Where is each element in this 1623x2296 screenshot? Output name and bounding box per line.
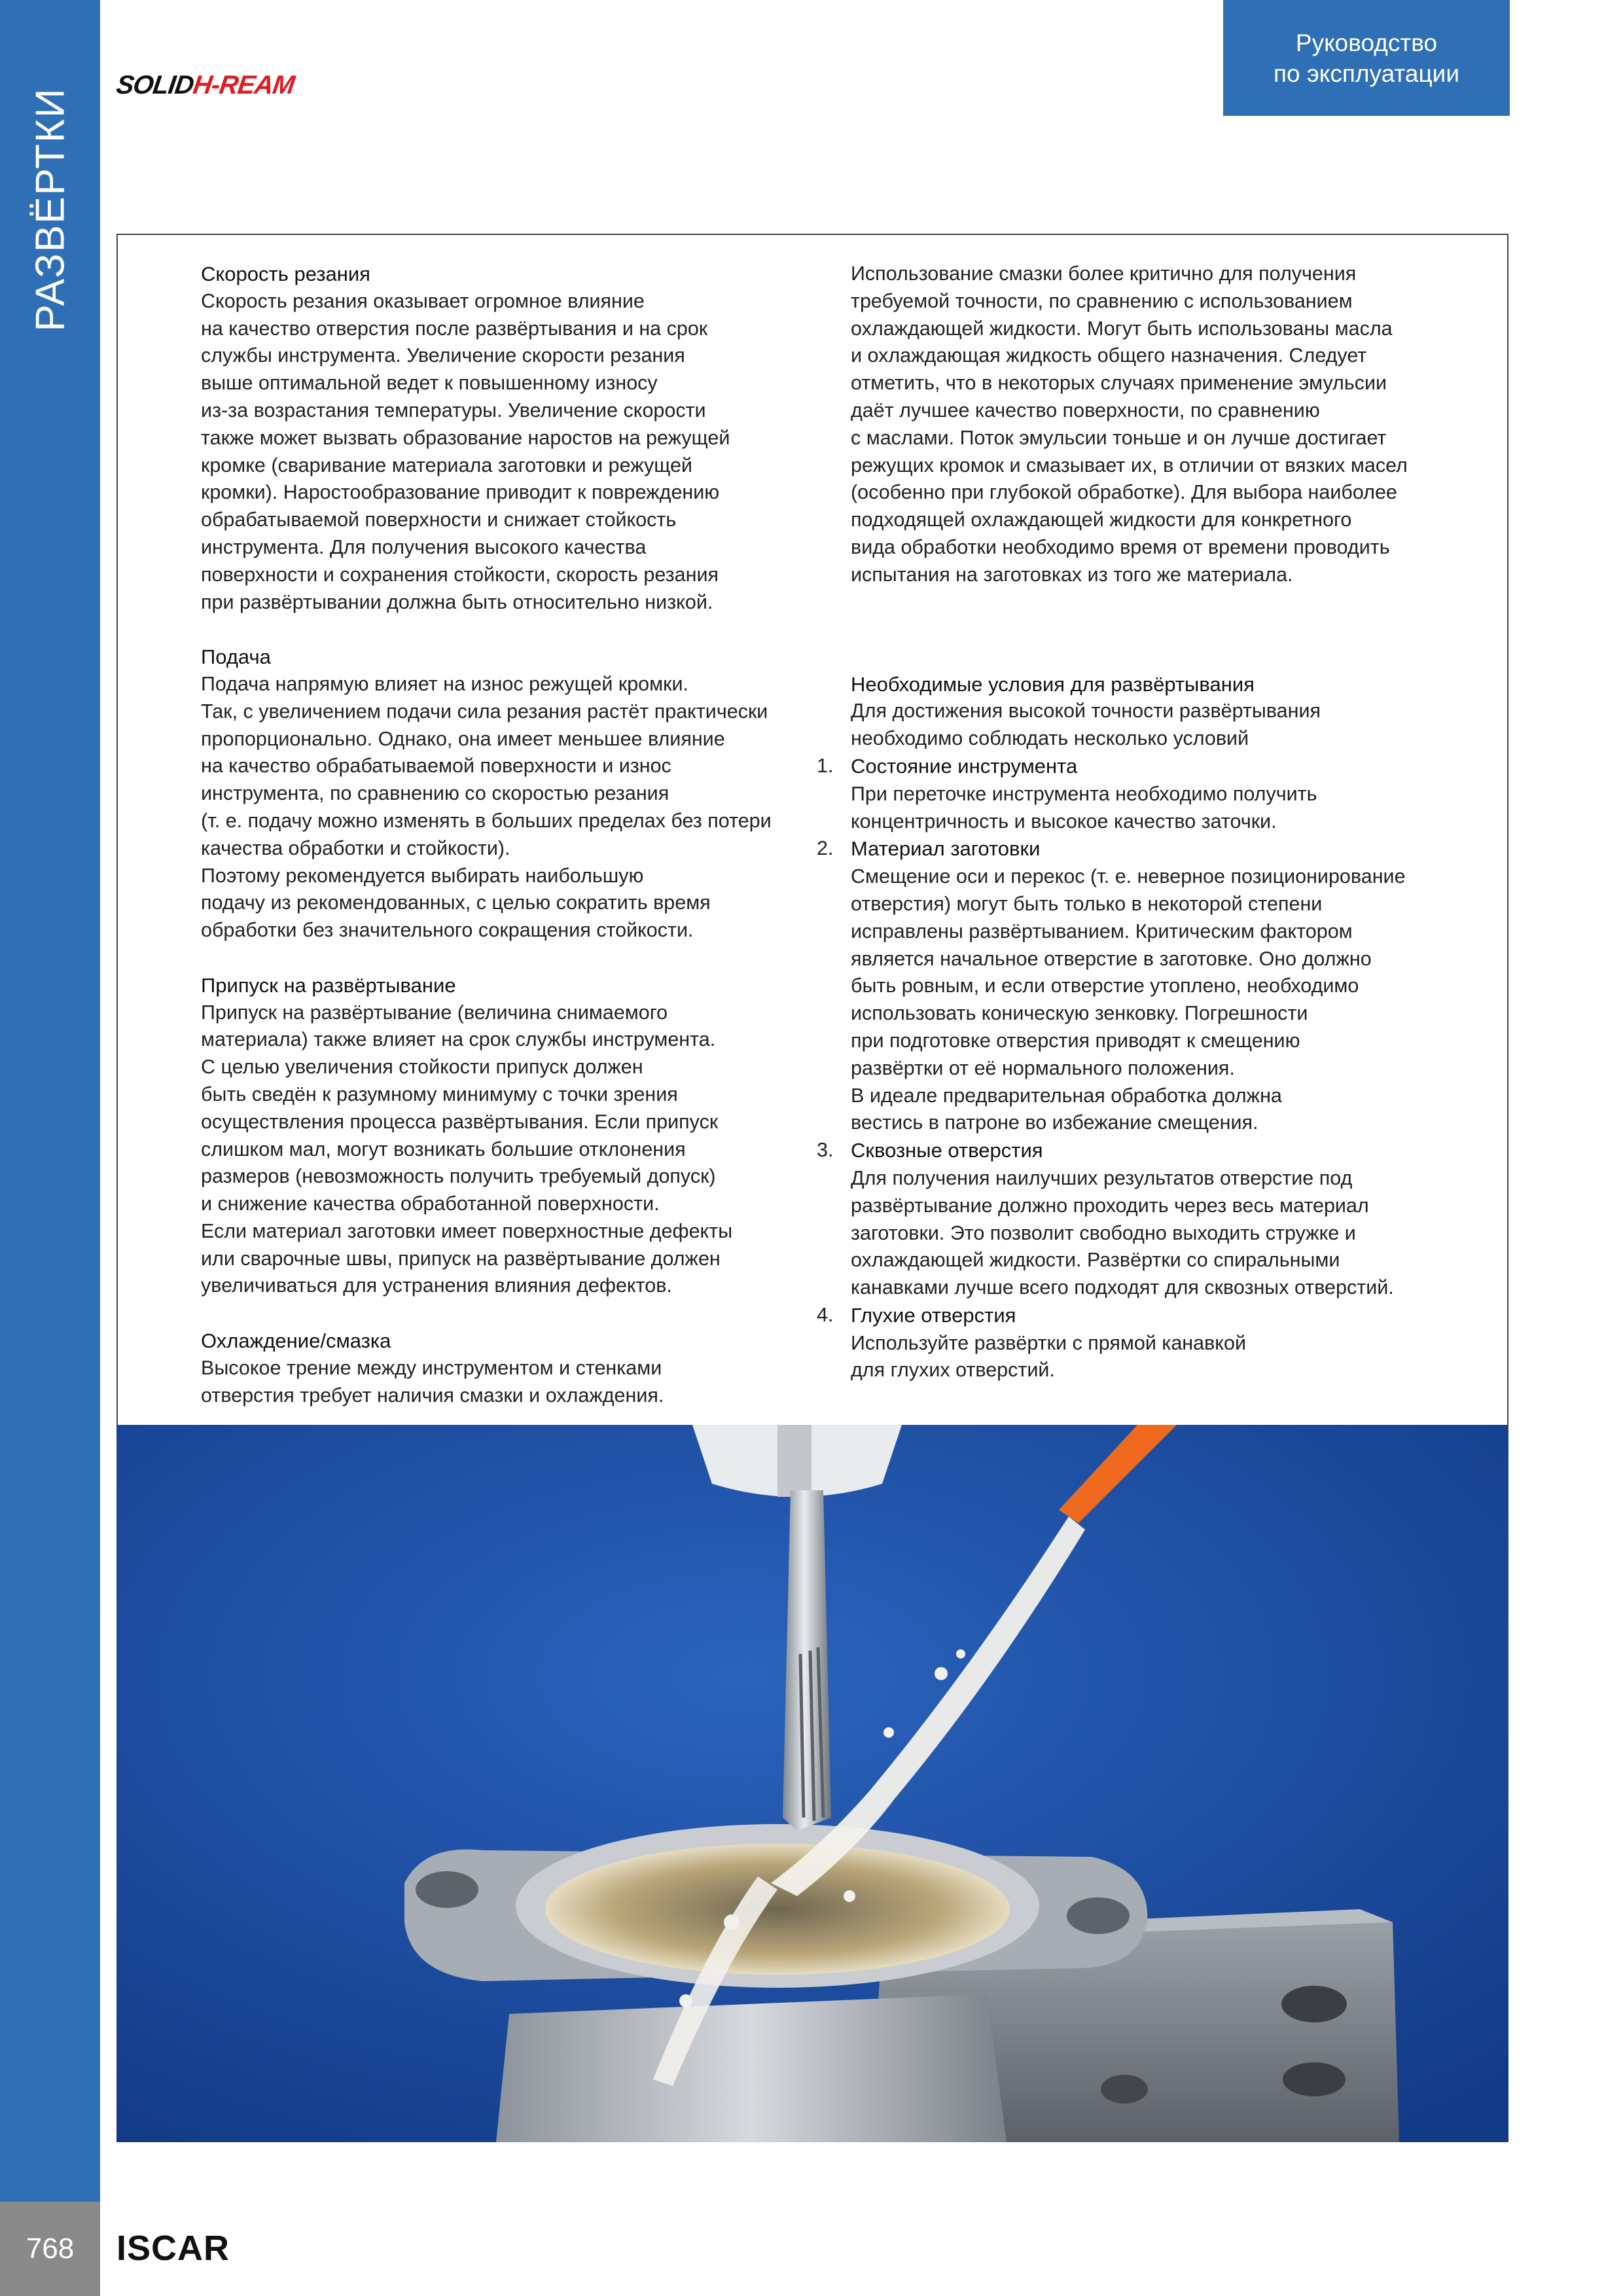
section-label: РАЗВЁРТКИ	[27, 87, 73, 332]
text-line: поверхности и сохранения стойкости, скорость резания	[201, 563, 719, 586]
text-line: (т. е. подачу можно изменять в больших пределах без потери	[201, 809, 772, 832]
right-column	[817, 260, 1479, 1384]
text-line: и снижение качества обработанной поверхности.	[201, 1193, 660, 1215]
text-line: Припуск на развёртывание (величина снимаемого	[201, 1001, 668, 1024]
text-line: увеличиваться для устранения влияния дефектов.	[201, 1274, 672, 1297]
text-line: режущих кромок и смазывает их, в отличии от вязких масел	[851, 454, 1408, 476]
reamer-tool	[783, 1490, 831, 1831]
list-number: 2.	[817, 837, 834, 860]
left-column	[201, 260, 810, 1409]
text-line: Использование смазки более критично для получения	[851, 262, 1357, 285]
product-logo	[115, 71, 296, 100]
text-line: охлаждающей жидкости. Могут быть использованы масла	[851, 317, 1393, 340]
bore	[545, 1844, 1010, 1975]
text-line: отверстия) могут быть только в некоторой степени	[851, 892, 1323, 915]
text-line: качества обработки и стойкости).	[201, 836, 510, 859]
page-number: 768	[0, 2202, 100, 2296]
text-line: обрабатываемой поверхности и снижает стойкость	[201, 509, 677, 531]
text-line: Поэтому рекомендуется выбирать наибольшую	[201, 864, 644, 887]
text-line: Для получения наилучших результатов отверстие под	[851, 1166, 1353, 1189]
text-line: Если материал заготовки имеет поверхностные дефекты	[201, 1219, 733, 1242]
text-line: размеров (невозможность получить требуемый допуск)	[201, 1165, 716, 1188]
section-feed	[201, 643, 810, 944]
text-line: Используйте развёртки с прямой канавкой	[851, 1331, 1246, 1354]
text-line: быть ровным, и если отверстие утоплено, необходимо	[851, 975, 1359, 997]
list-item-title: Состояние инструмента	[851, 754, 1078, 778]
section-heading: Припуск на развёртывание	[201, 973, 456, 997]
manual-label-box	[1223, 0, 1510, 116]
text-line: при подготовке отверстия приводят к смещению	[851, 1029, 1300, 1052]
manual-line-2: по эксплуатации	[1274, 60, 1459, 87]
section-coolant-continued	[851, 260, 1479, 589]
conditions-list	[817, 753, 1479, 1384]
text-line: при развёртывании должна быть относительно низкой.	[201, 590, 713, 613]
section-heading: Подача	[201, 645, 271, 669]
text-line: концентричность и высокое качество заточки.	[851, 810, 1277, 833]
list-number: 4.	[817, 1303, 834, 1326]
text-line: В идеале предварительная обработка должна	[851, 1084, 1282, 1107]
text-line: канавками лучше всего подходят для сквозных отверстий.	[851, 1276, 1394, 1299]
text-line: Высокое трение между инструментом и стенками	[201, 1356, 662, 1379]
section-cutting-speed	[201, 260, 810, 616]
text-line: даёт лучшее качество поверхности, по сравнению	[851, 399, 1320, 422]
text-line: вестись в патроне во избежание смещения.	[851, 1111, 1258, 1134]
text-line: является начальное отверстие в заготовке. Оно должно	[851, 947, 1372, 970]
list-item	[817, 1302, 1479, 1384]
text-line: исправлены развёртыванием. Критическим фактором	[851, 920, 1353, 942]
text-line: инструмента, по сравнению со скоростью резания	[201, 782, 669, 805]
text-line: на качество отверстия после развёртывания и на срок	[201, 317, 708, 340]
list-item	[817, 1137, 1479, 1302]
text-line: испытания на заготовках из того же материала.	[851, 563, 1293, 586]
logo-part-2: H-REAM	[191, 71, 296, 99]
text-line: кромке (сваривание материала заготовки и режущей	[201, 454, 692, 476]
text-line: из-за возрастания температуры. Увеличение скорости	[201, 399, 706, 422]
text-line: охлаждающей жидкости. Развёртки со спиральными	[851, 1249, 1340, 1272]
section-heading: Охлаждение/смазка	[201, 1329, 391, 1353]
section-allowance	[201, 972, 810, 1300]
logo-part-1: SOLID	[114, 71, 196, 99]
text-line: требуемой точности, по сравнению с использованием	[851, 289, 1353, 312]
text-line: подходящей охлаждающей жидкости для конкретного	[851, 509, 1352, 531]
list-item	[817, 835, 1479, 1137]
text-line: Смещение оси и перекос (т. е. неверное позиционирование	[851, 865, 1406, 888]
bolt-hole	[1283, 2062, 1346, 2096]
brand-name: ISCAR	[116, 2229, 230, 2268]
side-bar	[0, 0, 100, 2296]
text-line: с маслами. Поток эмульсии тоньше и он лучше достигает	[851, 426, 1387, 449]
text-line: пропорционально. Однако, она имеет меньшее влияние	[201, 727, 725, 750]
text-line: развёртки от её нормального положения.	[851, 1056, 1235, 1079]
text-line: заготовки. Это позволит свободно выходить стружке и	[851, 1221, 1356, 1244]
reaming-photo	[116, 1425, 1508, 2142]
list-number: 3.	[817, 1139, 834, 1162]
text-line: инструмента. Для получения высокого качества	[201, 535, 647, 558]
text-line: обработки без значительного сокращения стойкости.	[201, 919, 694, 942]
flange-hole	[416, 1871, 478, 1908]
list-item-title: Сквозные отверстия	[851, 1139, 1043, 1162]
text-line: или сварочные швы, припуск на развёртывание должен	[201, 1247, 721, 1270]
bolt-hole	[1101, 2075, 1148, 2104]
text-line: и охлаждающая жидкость общего назначения. Следует	[851, 344, 1367, 367]
bolt-hole	[1281, 1986, 1347, 2022]
text-line: отметить, что в некоторых случаях применение эмульсии	[851, 372, 1387, 395]
text-line: Так, с увеличением подачи сила резания растёт практически	[201, 700, 768, 723]
casting-body	[496, 1994, 1007, 2142]
manual-line-1: Руководство	[1295, 29, 1438, 56]
text-line: Скорость резания оказывает огромное влияние	[201, 289, 645, 312]
text-line: слишком мал, могут возникать большие отклонения	[201, 1138, 686, 1160]
section-heading: Скорость резания	[201, 262, 370, 285]
list-item	[817, 753, 1479, 835]
text-line: для глухих отверстий.	[851, 1359, 1055, 1382]
list-item-title: Глухие отверстия	[851, 1303, 1016, 1327]
text-line: службы инструмента. Увеличение скорости резания	[201, 344, 685, 367]
text-line: материала) также влияет на срок службы инструмента.	[201, 1028, 716, 1051]
section-heading: Необходимые условия для развёртывания	[851, 672, 1255, 696]
list-number: 1.	[817, 754, 834, 777]
flange-hole	[1067, 1897, 1130, 1934]
text-line: При переточке инструмента необходимо получить	[851, 782, 1317, 805]
text-line: С целью увеличения стойкости припуск должен	[201, 1056, 643, 1079]
text-line: Подача напрямую влияет на износ режущей кромки.	[201, 672, 688, 695]
text-line: также может вызвать образование наростов на режущей	[201, 426, 730, 449]
section-coolant	[201, 1327, 810, 1409]
text-line: необходимо соблюдать несколько условий	[851, 727, 1249, 750]
text-line: быть сведён к разумному минимуму с точки зрения	[201, 1083, 678, 1105]
text-line: подачу из рекомендованных, с целью сократить время	[201, 891, 711, 914]
text-line: выше оптимальной ведет к повышенному износу	[201, 372, 658, 395]
text-line: (особенно при глубокой обработке). Для выбора наиболее	[851, 481, 1397, 504]
text-line: Для достижения высокой точности развёртывания	[851, 700, 1321, 723]
list-item-title: Материал заготовки	[851, 837, 1041, 861]
text-line: использовать коническую зенковку. Погрешности	[851, 1002, 1308, 1025]
text-line: на качество обрабатываемой поверхности и износ	[201, 755, 671, 778]
text-line: отверстия требует наличия смазки и охлаждения.	[201, 1384, 664, 1407]
text-line: вида обработки необходимо время от времени проводить	[851, 535, 1390, 558]
text-line: кромки). Наростообразование приводит к повреждению	[201, 481, 720, 504]
text-line: развёртывание должно проходить через весь материал	[851, 1194, 1369, 1217]
text-line: осуществления процесса развёртывания. Если припуск	[201, 1110, 719, 1133]
section-conditions	[817, 671, 1479, 1385]
